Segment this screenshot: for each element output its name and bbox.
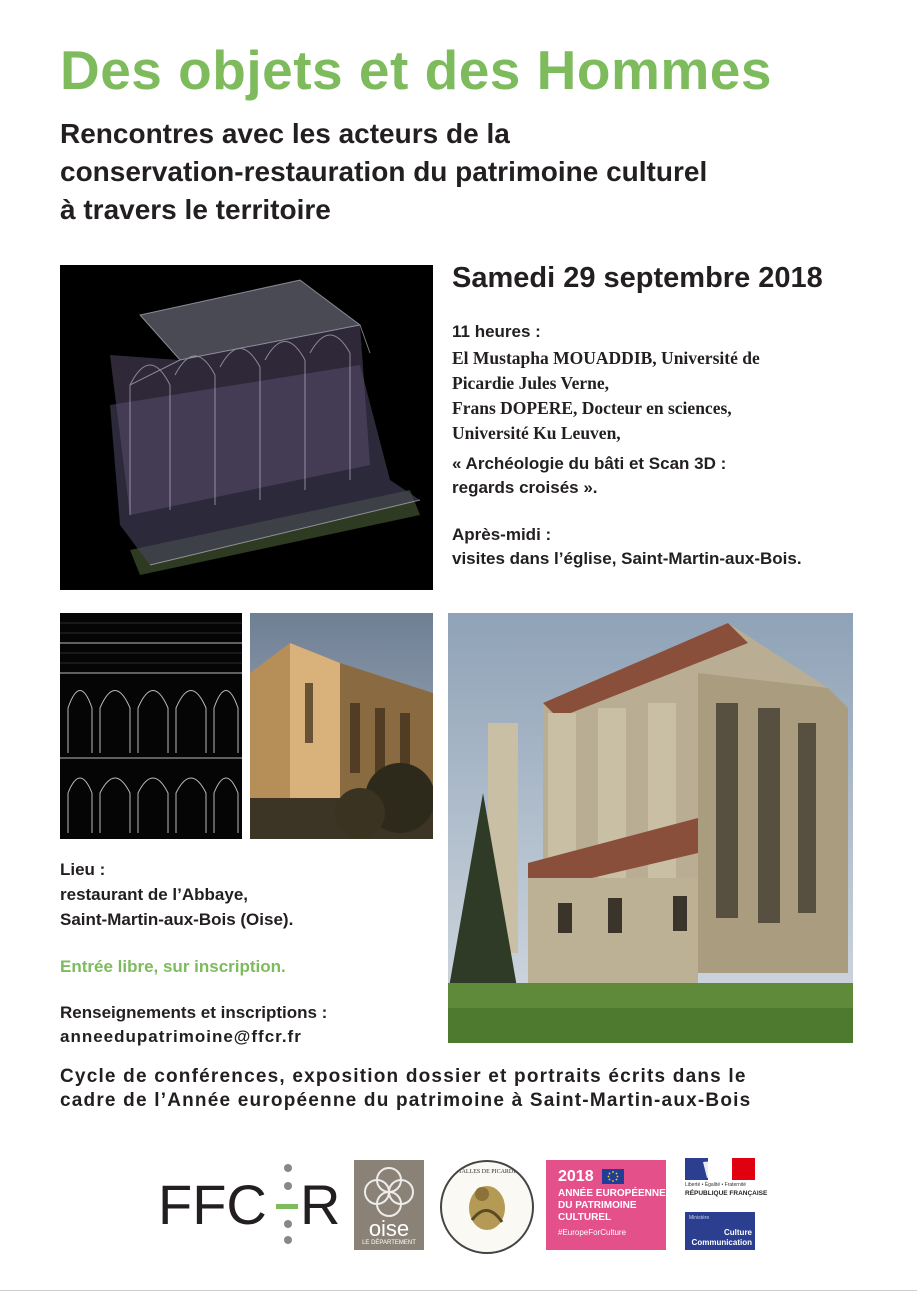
venue-label: Lieu : [60,860,106,879]
ffcr-dot-icon [284,1220,292,1228]
ffcr-dot-icon [284,1182,292,1190]
rf-name: RÉPUBLIQUE FRANÇAISE [685,1190,768,1197]
ffcr-dot-icon [284,1164,292,1172]
page-bottom-divider [0,1290,917,1291]
ffcr-logo [158,1160,343,1250]
marianne-flag-icon [685,1158,755,1180]
stalles-seal-text: STALLES DE PICARDIE [455,1169,519,1175]
subtitle-line-1: Rencontres avec les acteurs de la [60,118,510,149]
ministry-culture-logo [685,1212,755,1250]
oise-logo [354,1160,424,1250]
footer-line-1: Cycle de conférences, exposition dossier et portraits écrits dans le [60,1066,747,1087]
ministry-small-text: Ministère [689,1215,710,1221]
oise-emblem-icon [354,1160,424,1220]
talk-title-line-1: « Archéologie du bâti et Scan 3D : [452,454,727,473]
venue-line-2: Saint-Martin-aux-Bois (Oise). [60,910,294,929]
rf-motto: Liberté • Égalité • Fraternité [685,1182,747,1188]
ffcr-logo-text-right: R [300,1173,341,1236]
morning-time: 11 heures : [452,322,541,341]
eu-hashtag: #EuropeForCulture [558,1228,627,1237]
afternoon-text: visites dans l’église, Saint-Martin-aux-Bois. [452,549,802,568]
subtitle-line-2: conservation-restauration du patrimoine culturel [60,156,708,187]
afternoon-label: Après-midi : [452,525,552,544]
eu-line-3: DU PATRIMOINE [558,1200,637,1211]
eu-flag-icon [602,1169,624,1184]
wireframe-interior-image [60,613,242,839]
church-exterior-photo [448,613,853,1043]
event-date: Samedi 29 septembre 2018 [452,262,823,294]
speaker-line-2: Picardie Jules Verne, [452,373,609,393]
stalles-carving-icon [462,1180,512,1235]
footer-line-2: cadre de l’Année européenne du patrimoine à Saint-Martin-aux-Bois [60,1090,752,1111]
eu-line-4: CULTUREL [558,1212,612,1223]
church-facade-photo [250,613,433,839]
contact-label: Renseignements et inscriptions : [60,1003,328,1022]
stalles-de-picardie-seal [440,1160,534,1254]
speaker-line-4: Université Ku Leuven, [452,423,621,443]
speaker-line-1: El Mustapha MOUADDIB, Université de [452,348,760,368]
oise-logo-subtext: LE DÉPARTEMENT [362,1240,416,1246]
ffcr-bar-icon [276,1204,298,1209]
subtitle-line-3: à travers le territoire [60,194,331,225]
ffcr-dot-icon [284,1236,292,1244]
scan-3d-image [60,265,433,590]
speaker-line-3: Frans DOPERE, Docteur en sciences, [452,398,732,418]
ministry-line-1: Culture [724,1228,752,1237]
admission-note: Entrée libre, sur inscription. [60,957,286,976]
eu-year-text: 2018 [558,1168,594,1185]
eu-heritage-year-logo [546,1160,666,1250]
oise-logo-text: oise [368,1216,410,1241]
contact-email-link[interactable]: anneedupatrimoine@ffcr.fr [60,1027,302,1046]
ministry-line-2: Communication [691,1238,752,1247]
republique-francaise-logo [685,1158,768,1202]
venue-line-1: restaurant de l’Abbaye, [60,885,249,904]
eu-line-2: ANNÉE EUROPÉENNE [558,1188,666,1199]
poster-title: Des objets et des Hommes [60,39,772,101]
ffcr-logo-text-left: FFC [158,1173,267,1236]
talk-title-line-2: regards croisés ». [452,478,598,497]
